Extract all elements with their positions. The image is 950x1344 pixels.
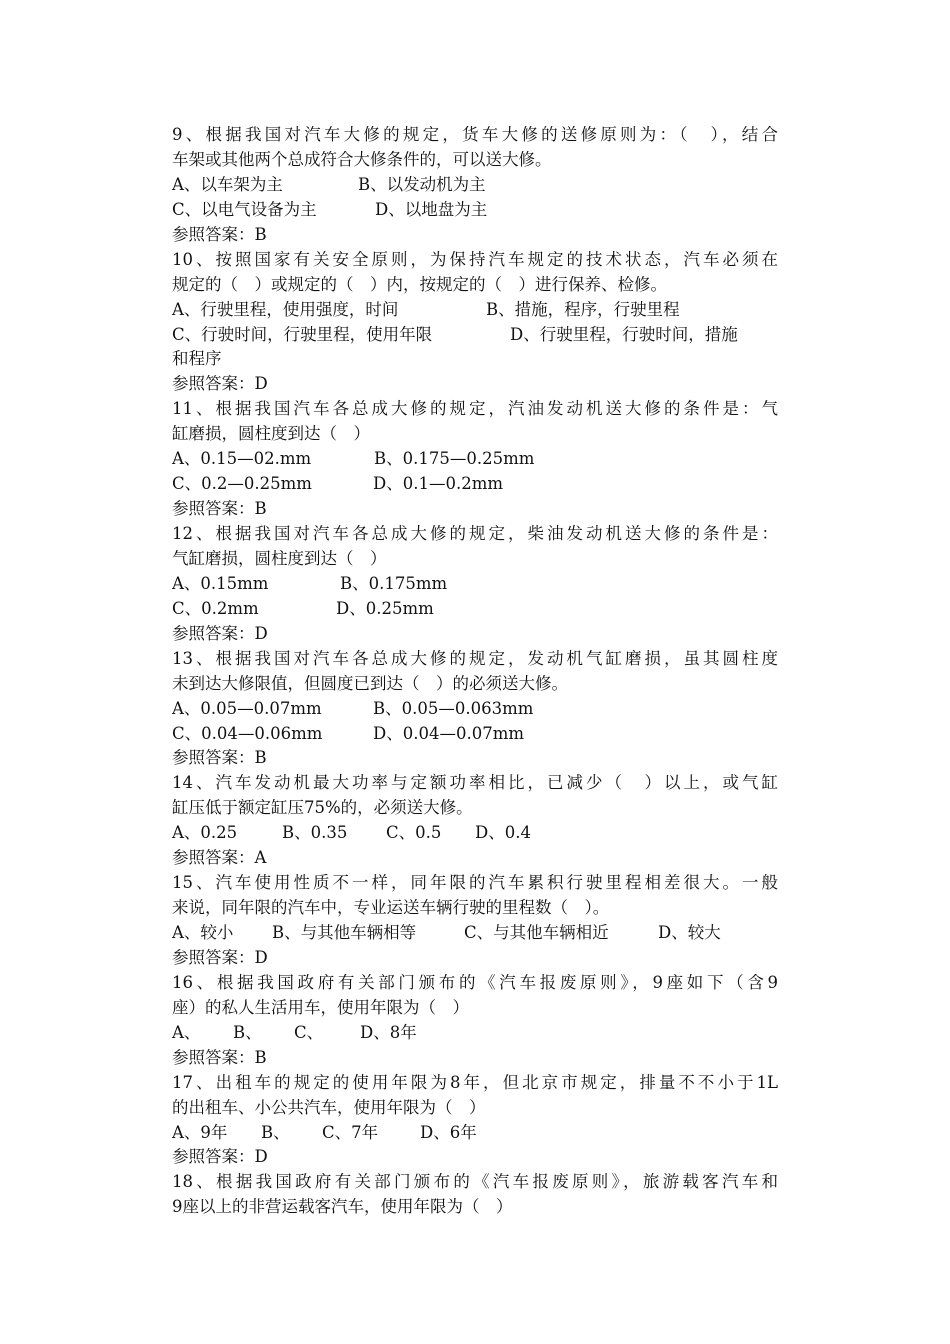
option-row bbox=[172, 572, 778, 597]
question-stem-line: 18、根据我国政府有关部门颁布的《汽车报废原则》，旅游载客汽车和 bbox=[172, 1172, 778, 1192]
option-b: B、以发动机为主 bbox=[358, 174, 486, 194]
option-c: C、0.5 bbox=[386, 823, 442, 843]
option-b: B、0.05—0.063mm bbox=[373, 698, 534, 718]
option-row bbox=[172, 921, 778, 946]
option-row bbox=[172, 597, 778, 622]
option-c: C、 bbox=[294, 1022, 324, 1042]
question-14 bbox=[172, 771, 778, 871]
option-row bbox=[172, 1121, 778, 1146]
question-stem-line: 的出租车、小公共汽车，使用年限为（ ） bbox=[172, 1097, 486, 1117]
option-b: B、措施，程序，行驶里程 bbox=[486, 299, 680, 319]
question-11 bbox=[172, 397, 778, 522]
question-10 bbox=[172, 248, 778, 398]
question-stem-line: 15、汽车使用性质不一样，同年限的汽车累积行驶里程相差很大。一般 bbox=[172, 873, 778, 893]
answer-line: 参照答案：B bbox=[172, 1047, 267, 1067]
option-a: A、0.15mm bbox=[172, 573, 269, 593]
answer-line: 参照答案：B bbox=[172, 748, 267, 768]
option-row bbox=[172, 198, 778, 223]
option-row bbox=[172, 298, 778, 323]
answer-line: 参照答案：D bbox=[172, 1147, 268, 1167]
option-a: A、0.25 bbox=[172, 823, 238, 843]
answer-line: 参照答案：B bbox=[172, 499, 267, 519]
question-stem-line: 座）的私人生活用车，使用年限为（ ） bbox=[172, 997, 469, 1017]
question-stem-line: 9座以上的非营运载客汽车，使用年限为（ ） bbox=[172, 1197, 513, 1217]
option-b: B、0.175mm bbox=[340, 573, 448, 593]
question-stem-line: 缸压低于额定缸压75%的，必须送大修。 bbox=[172, 798, 473, 818]
option-c: C、与其他车辆相近 bbox=[464, 923, 609, 942]
option-b: B、与其他车辆相等 bbox=[272, 923, 417, 942]
option-b: B、 bbox=[261, 1122, 290, 1142]
question-stem-line: 13、根据我国对汽车各总成大修的规定，发动机气缸磨损，虽其圆柱度 bbox=[172, 648, 778, 668]
answer-line: 参照答案：D bbox=[172, 623, 268, 643]
option-d: D、0.25mm bbox=[336, 598, 434, 618]
answer-line: 参照答案：D bbox=[172, 374, 268, 394]
option-d: D、0.4 bbox=[475, 823, 531, 843]
document-page bbox=[172, 123, 778, 1220]
question-stem-line: 9、根据我国对汽车大修的规定，货车大修的送修原则为：（ ），结合 bbox=[172, 125, 778, 144]
option-row bbox=[172, 472, 778, 497]
option-a: A、0.05—0.07mm bbox=[172, 698, 322, 718]
answer-line: 参照答案：B bbox=[172, 224, 267, 244]
question-9 bbox=[172, 123, 778, 248]
option-c: C、行驶时间，行驶里程，使用年限 bbox=[172, 324, 433, 344]
option-row bbox=[172, 1021, 778, 1046]
question-stem-line: 14、汽车发动机最大功率与定额功率相比，已减少（ ）以上，或气缸 bbox=[172, 773, 778, 793]
question-stem-line: 16、根据我国政府有关部门颁布的《汽车报废原则》，9座如下（含9 bbox=[172, 972, 778, 992]
option-d: D、较大 bbox=[658, 923, 721, 942]
question-stem-line: 缸磨损，圆柱度到达（ ） bbox=[172, 424, 370, 444]
option-d: D、以地盘为主 bbox=[375, 199, 488, 219]
option-d: D、行驶里程，行驶时间，措施 bbox=[510, 324, 738, 344]
question-16 bbox=[172, 971, 778, 1071]
option-row bbox=[172, 447, 778, 472]
option-d: D、6年 bbox=[420, 1122, 477, 1142]
option-c: C、0.2—0.25mm bbox=[172, 474, 312, 494]
question-stem-line: 17、出租车的规定的使用年限为8年，但北京市规定，排量不不小于1L bbox=[172, 1072, 778, 1092]
option-c: C、以电气设备为主 bbox=[172, 199, 317, 219]
option-a: A、0.15—02.mm bbox=[172, 449, 312, 469]
option-c: C、0.2mm bbox=[172, 598, 259, 618]
answer-line: 参照答案：D bbox=[172, 947, 268, 967]
option-row-continuation: 和程序 bbox=[172, 349, 222, 369]
option-row bbox=[172, 821, 778, 846]
question-stem-line: 未到达大修限值，但圆度已到达（ ）的必须送大修。 bbox=[172, 673, 568, 693]
option-d: D、0.04—0.07mm bbox=[373, 723, 524, 743]
option-b: B、0.175—0.25mm bbox=[374, 449, 535, 469]
question-stem-line: 10、按照国家有关安全原则，为保持汽车规定的技术状态，汽车必须在 bbox=[172, 249, 778, 269]
question-stem-line: 规定的（ ）或规定的（ ）内，按规定的（ ）进行保养、检修。 bbox=[172, 274, 667, 294]
option-b: B、 bbox=[233, 1022, 262, 1042]
option-c: C、0.04—0.06mm bbox=[172, 723, 323, 743]
option-a: A、9年 bbox=[172, 1122, 228, 1142]
question-stem-line: 车架或其他两个总成符合大修条件的，可以送大修。 bbox=[172, 149, 552, 169]
question-12 bbox=[172, 522, 778, 647]
question-17 bbox=[172, 1071, 778, 1171]
option-row bbox=[172, 722, 778, 747]
option-a: A、较小 bbox=[172, 923, 234, 942]
option-a: A、以车架为主 bbox=[172, 174, 283, 194]
option-b: B、0.35 bbox=[282, 823, 348, 843]
question-13 bbox=[172, 647, 778, 772]
question-stem-line: 来说，同年限的汽车中，专业运送车辆行驶的里程数（ ）。 bbox=[172, 898, 610, 918]
question-15 bbox=[172, 871, 778, 971]
option-row bbox=[172, 323, 778, 348]
option-d: D、0.1—0.2mm bbox=[373, 474, 504, 494]
option-row bbox=[172, 173, 778, 198]
option-d: D、8年 bbox=[360, 1022, 417, 1042]
answer-line: 参照答案：A bbox=[172, 848, 267, 868]
question-stem-line: 12、根据我国对汽车各总成大修的规定，柴油发动机送大修的条件是： bbox=[172, 524, 778, 543]
option-row bbox=[172, 697, 778, 722]
option-c: C、7年 bbox=[322, 1122, 379, 1142]
question-stem-line: 气缸磨损，圆柱度到达（ ） bbox=[172, 548, 387, 568]
question-18 bbox=[172, 1170, 778, 1220]
option-a: A、行驶里程，使用强度，时间 bbox=[172, 299, 399, 319]
question-stem-line: 11、根据我国汽车各总成大修的规定，汽油发动机送大修的条件是：气 bbox=[172, 399, 778, 419]
option-a: A、 bbox=[172, 1022, 201, 1042]
